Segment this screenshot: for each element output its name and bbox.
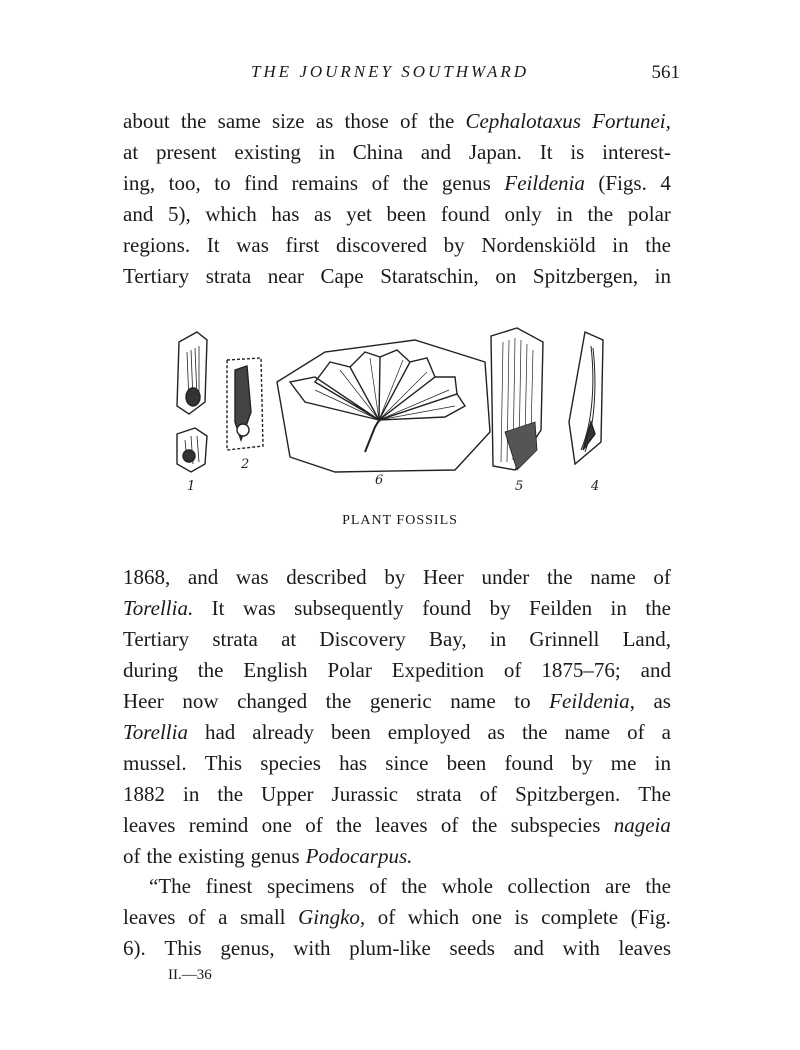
text-line bbox=[123, 593, 671, 624]
word: the bbox=[645, 233, 671, 257]
signature-mark: II.—36 bbox=[168, 967, 212, 983]
word: the bbox=[336, 813, 362, 837]
word: in bbox=[612, 233, 629, 257]
word: remind bbox=[188, 813, 249, 837]
word: at bbox=[123, 140, 139, 164]
word: found bbox=[504, 751, 554, 775]
text-line bbox=[123, 717, 671, 748]
word: It bbox=[211, 596, 225, 620]
word: discovered bbox=[336, 233, 427, 257]
word: was bbox=[235, 565, 269, 589]
text-line bbox=[123, 230, 671, 261]
word: are bbox=[605, 874, 631, 898]
word: Fortunei, bbox=[592, 109, 671, 133]
word: 1882 bbox=[123, 782, 165, 806]
word: has bbox=[339, 751, 368, 775]
word: Gingko, bbox=[298, 905, 366, 929]
word: the bbox=[428, 109, 455, 133]
word: Podocarpus. bbox=[305, 844, 413, 868]
word: genus, bbox=[220, 936, 275, 960]
fossil-1-seed bbox=[186, 388, 200, 406]
text-line bbox=[123, 261, 671, 292]
word: in bbox=[556, 202, 573, 226]
word: Feildenia bbox=[504, 171, 585, 195]
word: Grinnell bbox=[529, 627, 600, 651]
word: find bbox=[244, 171, 278, 195]
word: leaves bbox=[375, 813, 428, 837]
word: “The bbox=[149, 874, 191, 898]
word: present bbox=[155, 140, 217, 164]
word: Heer bbox=[123, 689, 164, 713]
word: Bay, bbox=[428, 627, 467, 651]
word: Land, bbox=[622, 627, 671, 651]
word: the bbox=[471, 813, 498, 837]
word: Discovery bbox=[319, 627, 406, 651]
word: small bbox=[240, 905, 286, 929]
word: This bbox=[164, 936, 202, 960]
word: Japan. bbox=[468, 140, 522, 164]
word: been bbox=[331, 720, 371, 744]
paragraph-3 bbox=[123, 871, 671, 964]
word: and bbox=[187, 565, 219, 589]
word: (Fig. bbox=[630, 905, 671, 929]
figure-label-1: 1 bbox=[187, 479, 196, 494]
word: a bbox=[661, 720, 671, 744]
word: Staratschin, bbox=[380, 264, 479, 288]
word: seeds bbox=[449, 936, 495, 960]
word: as bbox=[314, 202, 332, 226]
word: been bbox=[446, 751, 487, 775]
word: yet bbox=[346, 202, 372, 226]
word: interest- bbox=[602, 140, 671, 164]
word: strata bbox=[416, 782, 462, 806]
running-title: THE JOURNEY SOUTHWARD bbox=[250, 62, 530, 81]
word: 1875–76; bbox=[541, 658, 621, 682]
text-line bbox=[123, 624, 671, 655]
word: is bbox=[514, 905, 529, 929]
word: whole bbox=[441, 874, 493, 898]
word: species bbox=[260, 751, 321, 775]
word: specimens bbox=[266, 874, 355, 898]
word: Jurassic bbox=[331, 782, 399, 806]
word: collection bbox=[507, 874, 591, 898]
word: name bbox=[450, 689, 496, 713]
word: the bbox=[402, 171, 429, 195]
word: of bbox=[503, 658, 522, 682]
fossil-6-slab bbox=[277, 340, 490, 472]
text-line bbox=[123, 902, 671, 933]
word: It bbox=[206, 233, 220, 257]
word: the bbox=[401, 874, 427, 898]
word: same bbox=[217, 109, 261, 133]
word: of bbox=[399, 109, 418, 133]
word: those bbox=[344, 109, 389, 133]
word: to bbox=[214, 171, 231, 195]
fossil-illustration bbox=[165, 322, 635, 502]
page-header bbox=[120, 60, 680, 90]
text-line bbox=[123, 168, 671, 199]
word: was bbox=[236, 233, 269, 257]
word: near bbox=[267, 264, 304, 288]
word: The bbox=[638, 782, 671, 806]
text-line bbox=[123, 137, 671, 168]
word: the bbox=[521, 720, 548, 744]
word: Polar bbox=[327, 658, 372, 682]
word: Torellia bbox=[123, 720, 188, 744]
word: has bbox=[271, 202, 300, 226]
figure-label-4: 4 bbox=[591, 479, 600, 494]
word: in bbox=[489, 627, 507, 651]
word: name bbox=[590, 565, 636, 589]
figure-label-6: 6 bbox=[375, 473, 384, 488]
word: one bbox=[261, 813, 292, 837]
text-line bbox=[123, 933, 671, 964]
word: existing bbox=[178, 844, 245, 868]
word: of bbox=[123, 844, 141, 868]
word: the bbox=[197, 658, 224, 682]
word: and bbox=[123, 202, 154, 226]
word: only bbox=[504, 202, 542, 226]
word: Spitzbergen, bbox=[532, 264, 639, 288]
word: polar bbox=[627, 202, 671, 226]
word: 1868, bbox=[123, 565, 171, 589]
word: of bbox=[479, 782, 498, 806]
word: Feilden bbox=[529, 596, 593, 620]
word: plum-like bbox=[349, 936, 431, 960]
text-line bbox=[123, 106, 671, 137]
word: Nordenskiöld bbox=[481, 233, 596, 257]
word: the bbox=[645, 874, 671, 898]
word: which bbox=[205, 202, 257, 226]
word: now bbox=[182, 689, 219, 713]
text-line bbox=[123, 748, 671, 779]
paragraph-1 bbox=[123, 106, 671, 292]
word: in bbox=[654, 264, 671, 288]
word: Spitzbergen. bbox=[515, 782, 621, 806]
word: of bbox=[627, 720, 645, 744]
word: regions. bbox=[123, 233, 191, 257]
word: strata bbox=[212, 627, 258, 651]
word: to bbox=[514, 689, 531, 713]
word: in bbox=[654, 751, 671, 775]
word: during bbox=[123, 658, 178, 682]
word: genus bbox=[250, 844, 300, 868]
word: had bbox=[204, 720, 236, 744]
word: and bbox=[513, 936, 544, 960]
text-line bbox=[123, 810, 671, 841]
word: Tertiary bbox=[123, 627, 190, 651]
word: employed bbox=[387, 720, 471, 744]
word: (Figs. bbox=[598, 171, 647, 195]
word: the bbox=[546, 565, 573, 589]
word: of bbox=[653, 565, 671, 589]
word: subspecies bbox=[510, 813, 601, 837]
word: the bbox=[645, 596, 671, 620]
word: the bbox=[146, 844, 173, 868]
word: existing bbox=[234, 140, 301, 164]
word: a bbox=[218, 905, 228, 929]
word: in bbox=[610, 596, 627, 620]
figure-label-5: 5 bbox=[515, 479, 524, 494]
word: size bbox=[271, 109, 305, 133]
word: the bbox=[217, 782, 244, 806]
word: since bbox=[385, 751, 429, 775]
word: nageia bbox=[613, 813, 671, 837]
word: finest bbox=[205, 874, 253, 898]
paragraph-2 bbox=[123, 562, 671, 872]
word: about bbox=[123, 109, 170, 133]
word: leaves bbox=[123, 905, 176, 929]
text-line bbox=[123, 199, 671, 230]
word: as bbox=[315, 109, 334, 133]
word: under bbox=[481, 565, 530, 589]
word: remains bbox=[291, 171, 359, 195]
text-line bbox=[123, 841, 671, 872]
word: the bbox=[325, 689, 352, 713]
word: was bbox=[242, 596, 276, 620]
text-line bbox=[123, 871, 671, 902]
word: subsequently bbox=[294, 596, 404, 620]
word: 5), bbox=[167, 202, 191, 226]
text-line bbox=[123, 655, 671, 686]
word: Tertiary bbox=[123, 264, 190, 288]
word: Torellia. bbox=[123, 596, 194, 620]
figure-caption: PLANT FOSSILS bbox=[342, 513, 458, 528]
word: with bbox=[562, 936, 600, 960]
word: the bbox=[180, 109, 207, 133]
word: generic bbox=[369, 689, 432, 713]
word: found bbox=[422, 596, 472, 620]
word: on bbox=[495, 264, 517, 288]
word: English bbox=[243, 658, 308, 682]
word: in bbox=[318, 140, 335, 164]
word: in bbox=[183, 782, 200, 806]
word: been bbox=[386, 202, 427, 226]
word: as bbox=[653, 689, 671, 713]
word: 6). bbox=[123, 936, 146, 960]
word: the bbox=[587, 202, 614, 226]
word: It bbox=[539, 140, 553, 164]
word: name bbox=[564, 720, 611, 744]
word: by bbox=[384, 565, 406, 589]
text-line bbox=[123, 562, 671, 593]
word: found bbox=[440, 202, 490, 226]
word: Cephalotaxus bbox=[465, 109, 581, 133]
word: already bbox=[252, 720, 315, 744]
word: first bbox=[285, 233, 320, 257]
word: of bbox=[369, 874, 387, 898]
word: Feildenia, bbox=[549, 689, 635, 713]
word: of bbox=[371, 171, 390, 195]
word: changed bbox=[237, 689, 308, 713]
word: described bbox=[286, 565, 367, 589]
word: 4 bbox=[660, 171, 671, 195]
word: This bbox=[204, 751, 243, 775]
word: China bbox=[352, 140, 403, 164]
word: by bbox=[443, 233, 465, 257]
word: by bbox=[571, 751, 593, 775]
word: leaves bbox=[123, 813, 176, 837]
figure-label-2: 2 bbox=[241, 457, 250, 472]
word: and bbox=[420, 140, 452, 164]
word: Heer bbox=[423, 565, 464, 589]
word: by bbox=[489, 596, 511, 620]
plant-fossils-figure bbox=[165, 322, 635, 502]
word: too, bbox=[168, 171, 201, 195]
word: of bbox=[377, 905, 396, 929]
word: leaves bbox=[618, 936, 671, 960]
word: of bbox=[305, 813, 323, 837]
word: Cape bbox=[320, 264, 364, 288]
word: of bbox=[440, 813, 459, 837]
word: genus bbox=[441, 171, 491, 195]
word: one bbox=[471, 905, 502, 929]
word: is bbox=[570, 140, 585, 164]
word: at bbox=[281, 627, 297, 651]
word: with bbox=[293, 936, 331, 960]
word: which bbox=[407, 905, 460, 929]
word: of bbox=[188, 905, 206, 929]
word: mussel. bbox=[123, 751, 187, 775]
word: me bbox=[610, 751, 637, 775]
word: and bbox=[640, 658, 671, 682]
text-line bbox=[123, 686, 671, 717]
page-number: 561 bbox=[651, 62, 680, 83]
word: Expedition bbox=[391, 658, 484, 682]
word: strata bbox=[205, 264, 252, 288]
text-line bbox=[123, 779, 671, 810]
word: Upper bbox=[261, 782, 314, 806]
word: complete bbox=[541, 905, 619, 929]
word: ing, bbox=[123, 171, 156, 195]
word: as bbox=[487, 720, 505, 744]
